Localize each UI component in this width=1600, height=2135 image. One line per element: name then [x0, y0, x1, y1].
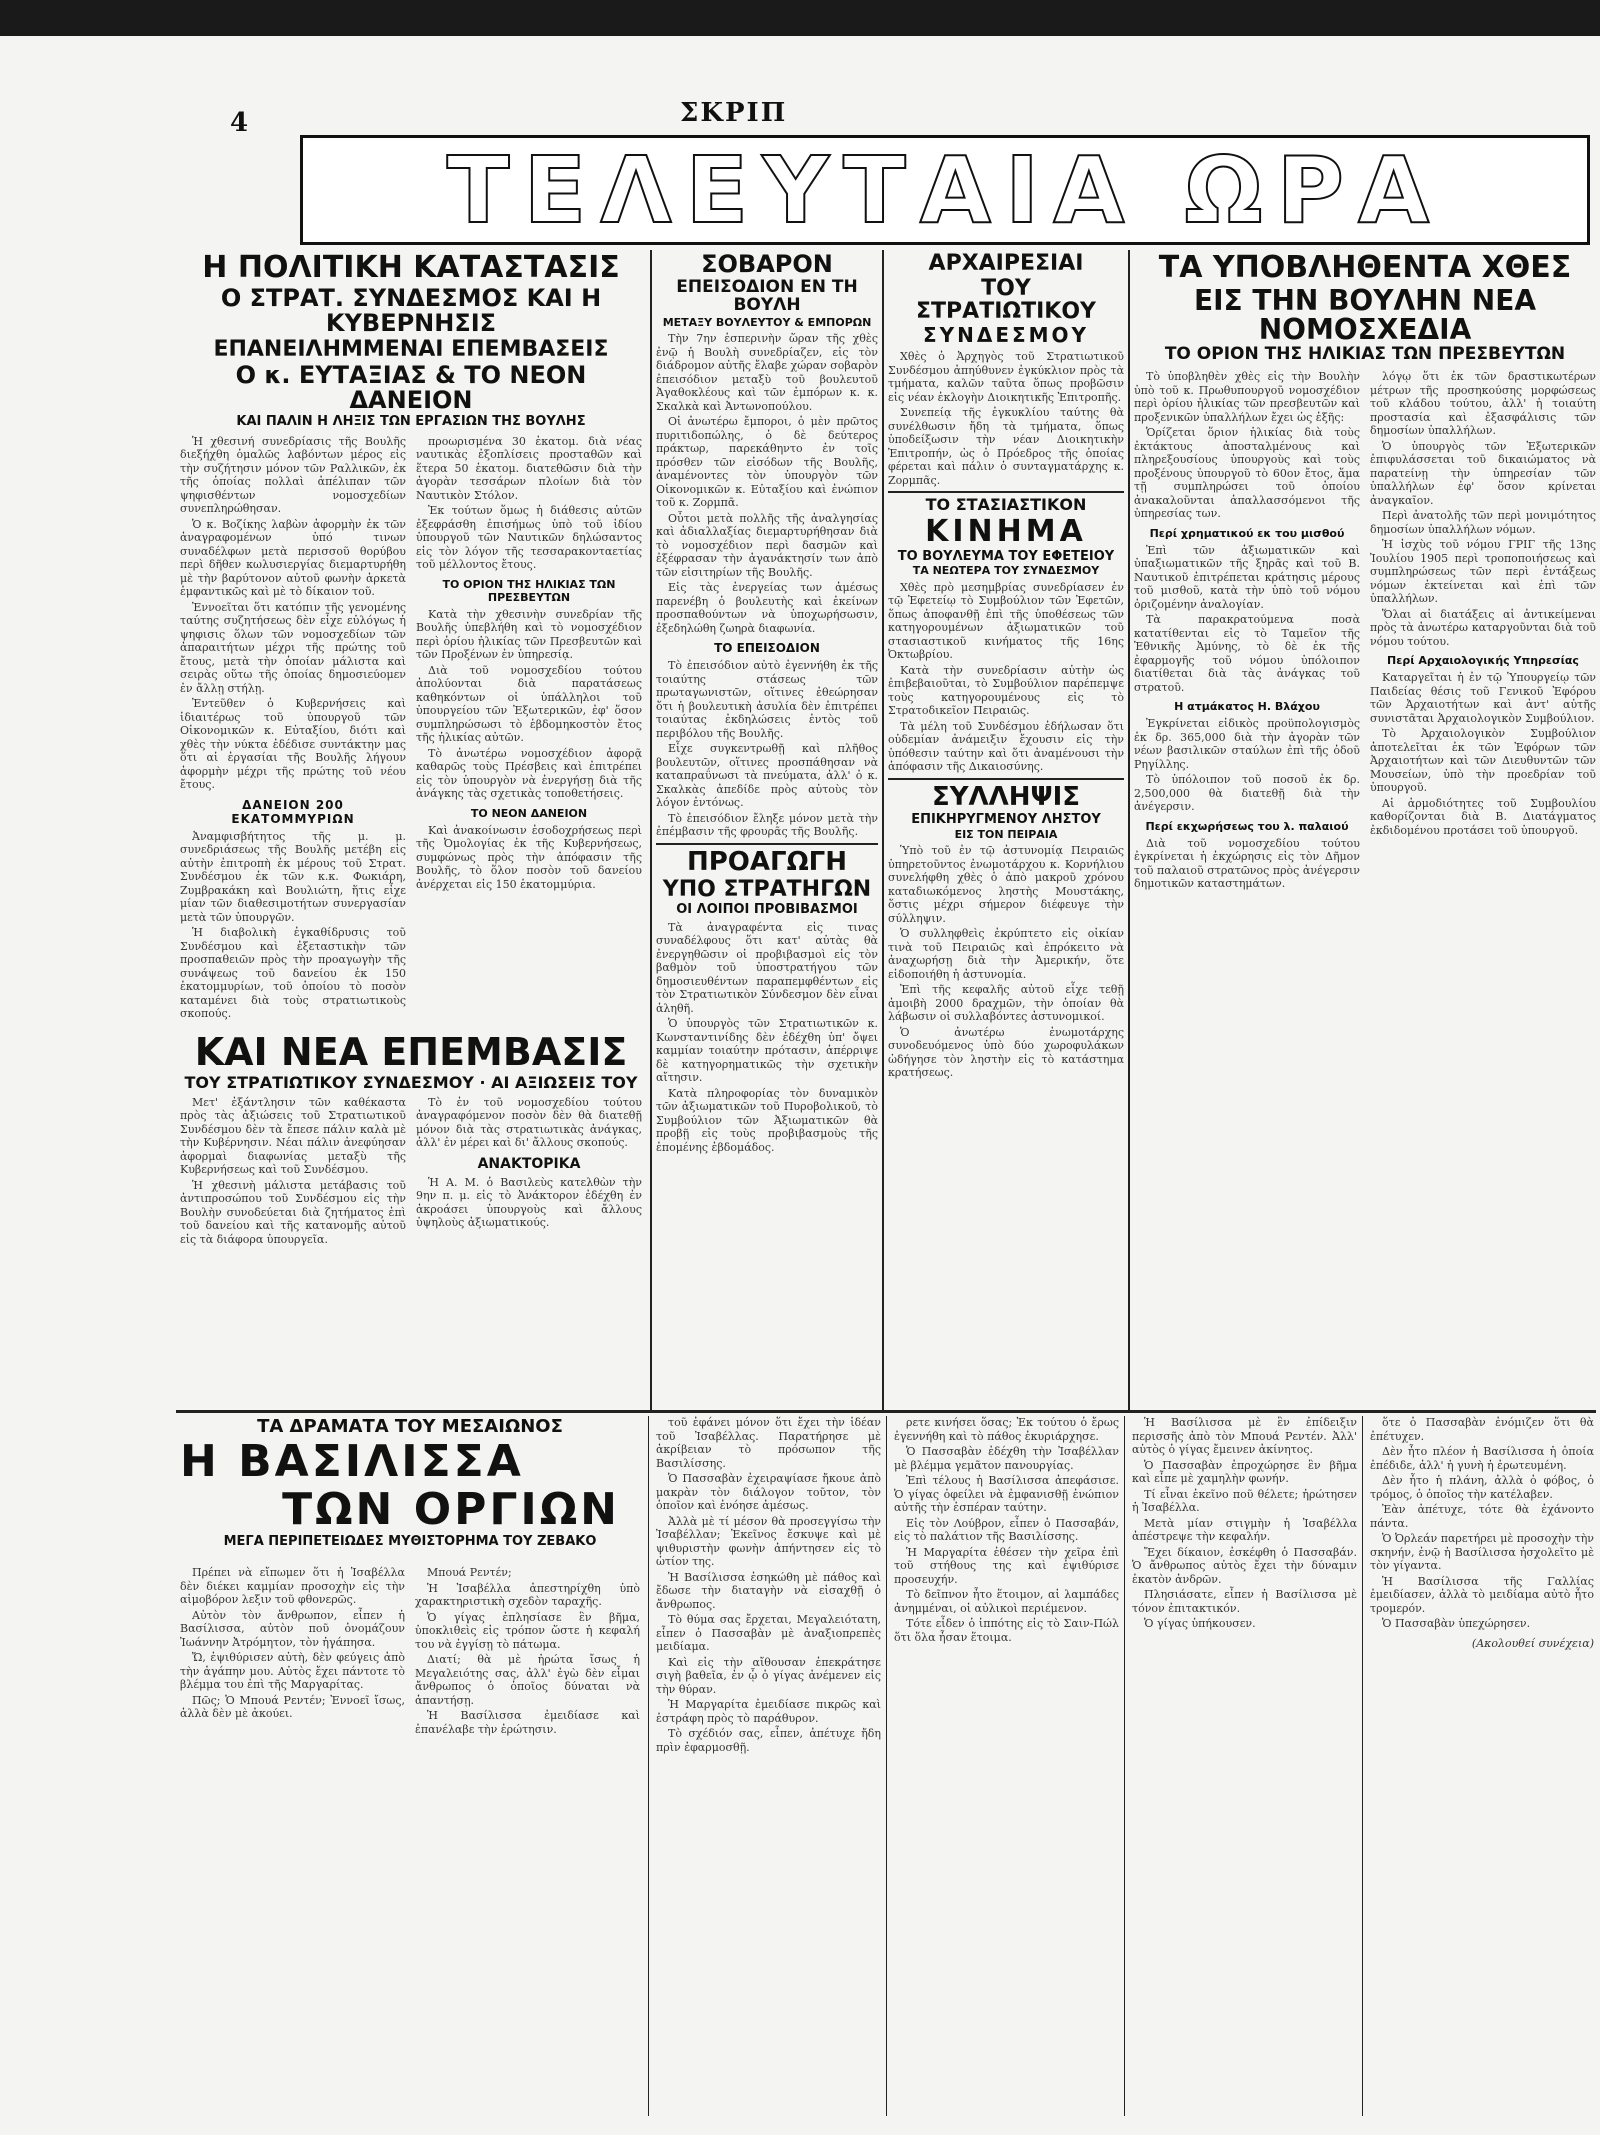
serial-subtitle: ΜΕΓΑ ΠΕΡΙΠΕΤΕΙΩΔΕΣ ΜΥΘΙΣΤΟΡΗΜΑ ΤΟΥ ΖΕΒΑΚΟ	[223, 1534, 597, 1550]
article-body: Τὴν 7ην ἑσπερινὴν ὥραν τῆς χθὲς ἐνῷ ἡ Βουλὴ συνεδρίαζεν, εἰς τὸν διάδρομον αὐτῆς ἔλαβε χώραν σοβαρὸν ἐπεισόδιον μεταξὺ τοῦ βουλευτοῦ Ἀγαθοκλέους καὶ τῶν ἐμπόρων κ. κ. Σκαλκὰ καὶ Ἀντωνοπούλου. Οἱ ἀνωτέρω ἔμποροι, ὁ μὲν πρῶτος πυριτιδοπώλης, ὁ δὲ δεύτερος πράκτωρ, παρεκάθηντο ἐν τοῖς πρόσθεν τῶν εἰσόδων τῆς Βουλῆς, ἀναμένοντες τὸν ὑπουργὸν τῶν Οἰκονομικῶν κ. Εὐταξίου καὶ ἐνώπιον τοῦ κ. Ζορμπᾶ. Οὗτοι μετὰ πολλῆς τῆς ἀναλγησίας καὶ ἀδιαλλαξίας διεμαρτυρήθησαν διὰ τὸ νομοσχέδιον περὶ δασμῶν καὶ ἐξέφρασαν τὴν ἀγανάκτησίν των ἀπὸ τῶν εἰσιτηρίων τῆς Βουλῆς. Εἰς τὰς ἐνεργείας των ἀμέσως παρενέβη ὁ βουλευτὴς καὶ ἐκείνων προσπαθούντων νὰ ὑποχωρήσωσιν, ἐξεδηλώθη ζωηρὰ διαφωνία.	[656, 332, 878, 635]
headline: ΤΟΥ ΣΤΡΑΤΙΩΤΙΚΟΥ	[916, 276, 1096, 325]
headline: ΤΟ ΣΤΑΣΙΑΣΤΙΚΟΝ	[925, 495, 1087, 515]
subheadline: ΕΠΙΚΗΡΥΓΜΕΝΟΥ ΛΗΣΤΟΥ	[911, 812, 1101, 828]
serial-text: ὅτε ὁ Πασσαβὰν ἐνόμιζεν ὅτι θὰ ἐπέτυχεν. Δὲν ἦτο πλέον ἡ Βασίλισσα ἡ ὁποία ἐπέδιδε, ἀλλ' ἡ γυνὴ ἡ ἐρωτευμένη. Δὲν ἦτο ἡ πλάνη, ἀλλὰ ὁ φόβος, ὁ τρόμος, ὁ ὁποῖος τὴν κατέλαβεν. Ἐὰν ἀπέτυχε, τότε θὰ ἐχάνοντο πάντα. Ὁ Ὀρλεάν παρετήρει μὲ προσοχὴν τὴν σκηνήν, ἐνῷ ἡ Βασίλισσα ἠσχολεῖτο μὲ τὸν γίγαντα. Ἡ Βασίλισσα τῆς Γαλλίας ἐμειδίασεν, ἀλλὰ τὸ μειδίαμα αὐτὸ ἦτο τρομερόν. Ὁ Πασσαβὰν ὑπεχώρησεν. (Ακολουθεί συνέχεια)	[1370, 1416, 1594, 1650]
column-rule	[1124, 1416, 1125, 2116]
article-body: Καταργεῖται ἡ ἐν τῷ Ὑπουργείῳ τῶν Παιδείας θέσις τοῦ Γενικοῦ Ἐφόρου τῶν Ἀρχαιοτήτων καὶ ἀντ' αὐτῆς συνιστᾶται Ἀρχαιολογικὸν Συμβούλιον. Τὸ Ἀρχαιολογικὸν Συμβούλιον ἀποτελεῖται ἐκ τῶν Ἐφόρων τῶν Ἀρχαιοτήτων καὶ τῶν Διευθυντῶν τῶν Μουσείων, ὑπὸ τὴν προεδρίαν τοῦ ὑπουργοῦ. Αἱ ἁρμοδιότητες τοῦ Συμβουλίου καθορίζονται διὰ Β. Διατάγματος ἐκδιδομένου προτάσει τοῦ ὑπουργοῦ.	[1370, 671, 1596, 837]
subheadline: ΤΑ ΝΕΩΤΕΡΑ ΤΟΥ ΣΥΝΔΕΣΜΟΥ	[912, 564, 1100, 578]
column-rule	[886, 1416, 887, 2116]
subheadline: ΤΟ ΝΕΟΝ ΔΑΝΕΙΟΝ	[470, 806, 588, 820]
headline: ΠΡΟΑΓΩΓΗ	[686, 846, 848, 877]
column-rule	[650, 250, 652, 1410]
headline: ΚΑΙ ΝΕΑ ΕΠΕΜΒΑΣΙΣ	[194, 1029, 628, 1074]
article-body: Ὑπὸ τοῦ ἐν τῷ ἀστυνομίᾳ Πειραιῶς ὑπηρετοῦντος ἐνωμοτάρχου κ. Κορνήλιου συνελήφθη χθὲς ὁ ἀπὸ μακροῦ χρόνου καταδιωκόμενος ληστὴς Μουστάκης, ὅστις μέχρι σήμερον διέφευγε τὴν σύλληψιν. Ὁ συλληφθεὶς ἐκρύπτετο εἰς οἰκίαν τινὰ τοῦ Πειραιῶς καὶ ἐπρόκειτο νὰ ἀναχωρήσῃ διὰ τὴν Ἀμερικήν, ὅτε εἰδοποιήθη ἡ ἀστυνομία. Ἐπὶ τῆς κεφαλῆς αὐτοῦ εἶχε τεθῇ ἀμοιβὴ 2000 δραχμῶν, τὴν ὁποίαν θὰ λάβωσιν οἱ συλλαβόντες ἀστυνομικοί. Ὁ ἀνωτέρω ἐνωμοτάρχης συνοδευόμενος ὑπὸ δύο χωροφυλάκων ὡδήγησε τὸν ληστὴν εἰς τὸ κατάστημα κρατήσεως.	[888, 844, 1124, 1080]
column-rule	[882, 250, 884, 1410]
subheadline: ΤΟ ΒΟΥΛΕΥΜΑ ΤΟΥ ΕΦΕΤΕΙΟΥ	[897, 548, 1115, 564]
section-rule	[176, 1410, 1596, 1413]
subheadline: ΤΟΥ ΣΤΡΑΤΙΩΤΙΚΟΥ ΣΥΝΔΕΣΜΟΥ · ΑΙ ΑΞΙΩΣΕΙΣ ΤΟΥ	[184, 1072, 638, 1092]
column-rule	[648, 1416, 649, 2116]
subheadline: Περί εκχωρήσεως του λ. παλαιού	[1145, 819, 1349, 833]
headline: ΣΟΒΑΡΟΝ	[701, 250, 833, 278]
subheadline: ΕΙΣ ΤΟΝ ΠΕΙΡΑΙΑ	[954, 827, 1058, 841]
serial-title: Η ΒΑΣΙΛΙΣΣΑ	[180, 1435, 524, 1487]
article-parliament-incident	[656, 250, 878, 1405]
text-column	[180, 1096, 406, 1249]
page-number: 4	[230, 108, 249, 138]
headline: ΕΠΑΝΕΙΛΗΜΜΕΝΑΙ ΕΠΕΜΒΑΣΕΙΣ	[213, 336, 609, 362]
article-body: Χθὲς πρὸ μεσημβρίας συνεδρίασεν ἐν τῷ Ἐφετείῳ τὸ Συμβούλιον τῶν Ἐφετῶν, ὅπως ἀποφανθῇ ἐπὶ τῆς ὑποθέσεως τῶν κατηγορουμένων ἀξιωματικῶν τοῦ στασιαστικοῦ κινήματος τῆς 16ης Ὀκτωβρίου. Κατὰ τὴν συνεδρίασιν αὐτὴν ὡς ἐπιβεβαιοῦται, τὸ Συμβούλιον παρέπεμψε τοὺς κατηγορουμένους εἰς τὸ Στρατοδικεῖον Πειραιῶς. Τὰ μέλη τοῦ Συνδέσμου ἐδήλωσαν ὅτι οὐδεμίαν ἀνάμειξιν ἔχουσιν εἰς τὴν ὑπόθεσιν ταύτην καὶ ὅτι ἀναμένουσι τὴν ἀπόφασιν τῆς Δικαιοσύνης.	[888, 580, 1124, 774]
text-column	[180, 435, 406, 1023]
serial-text: Ἡ Βασίλισσα μὲ ἓν ἐπίδειξιν περισσῆς ἀπὸ τὸν Μπουά Ρεντέν. Ἀλλ' αὐτὸς ὁ γίγας ἔμεινεν ἀκίνητος. Ὁ Πασσαβὰν ἐπροχώρησε ἓν βῆμα καὶ εἶπε μὲ χαμηλὴν φωνήν. Τί εἶναι ἐκεῖνο ποῦ θέλετε; ἠρώτησεν ἡ Ἰσαβέλλα. Μετὰ μίαν στιγμὴν ἡ Ἰσαβέλλα ἀπέστρεψε τὴν κεφαλήν. Ἔχει δίκαιον, ἐσκέφθη ὁ Πασσαβάν. Ὁ ἄνθρωπος αὐτὸς ἔχει τὴν δύναμιν ἑκατὸν ἀνδρῶν. Πλησιάσατε, εἶπεν ἡ Βασίλισσα μὲ τόνον ἐπιτακτικόν. Ὁ γίγας ὑπήκουσεν.	[1132, 1416, 1357, 1630]
headline: ΣΥΝΔΕΣΜΟΥ	[922, 323, 1090, 348]
serial-text: Πρέπει νὰ εἴπωμεν ὅτι ἡ Ἰσαβέλλα δὲν διέκει καμμίαν προσοχὴν εἰς τὴν αἱμοβόρον λεξιν τοῦ φθονερῶς. Αὐτὸν τὸν ἄνθρωπον, εἶπεν ἡ Βασίλισσα, αὐτὸν ποῦ ὀνομάζουν Ἰωάννην Ἀτρόμητον, τὸν ἠγάπησα. Ὤ, ἐψιθύρισεν αὐτὴ, δὲν φεύγεις ἀπὸ τὴν ἀγάπην μου. Αὐτὸς ἔχει πάντοτε τὸ βλέμμα του ἐπὶ τῆς Μαργαρίτας. Πῶς; Ὁ Μπουά Ρεντέν; Ἐννοεῖ ἴσως, ἀλλὰ δὲν μὲ ἀκούει.	[180, 1566, 405, 1720]
subheadline: ΑΝΑΚΤΟΡΙΚΑ	[477, 1155, 581, 1172]
subheadline: ΔΑΝΕΙΟΝ 200 ΕΚΑΤΟΜΜΥΡΙΩΝ	[231, 797, 355, 826]
article-new-bills	[1134, 250, 1596, 1405]
top-scan-band	[0, 0, 1600, 36]
headline: ΚΙΝΗΜΑ	[925, 514, 1087, 550]
divider	[888, 491, 1124, 493]
subheadline: Περί χρηματικού εκ του μισθού	[1149, 526, 1345, 540]
subheadline: ΤΟ ΟΡΙΟΝ ΤΗΣ ΗΛΙΚΙΑΣ ΤΩΝ ΠΡΕΣΒΕΥΤΩΝ	[442, 577, 616, 604]
headline: ΥΠΟ ΣΤΡΑΤΗΓΩΝ	[662, 877, 872, 903]
text-column	[416, 1096, 642, 1249]
article-body: Κατὰ τὴν χθεσινὴν συνεδρίαν τῆς Βουλῆς ὑπεβλήθη καὶ τὸ νομοσχέδιον περὶ ὁρίου ἡλικίας τῶν Πρεσβευτῶν καὶ τῶν Προξένων ἐν ὑπηρεσίᾳ. Διὰ τοῦ νομοσχεδίου τούτου ἀπολύονται διὰ παρατάσεως καθηκόντων οἱ ὑπάλληλοι τοῦ ὑπουργείου τῶν Ἐξωτερικῶν, ἐφ' ὅσον συμπληρώσωσι τὸ ἑβδομηκοστὸν ἔτος τῆς ἡλικίας αὐτῶν. Τὸ ἀνωτέρω νομοσχέδιον ἀφορᾷ καθαρῶς τοὺς Πρέσβεις καὶ ἐπιτρέπει εἰς τὸν ὑπουργὸν νὰ ἐνεργήσῃ διὰ τῆς ἀνάγκης τὰς σχετικὰς τοποθετήσεις.	[416, 607, 642, 801]
serial-title: ΤΩΝ ΟΡΓΙΩΝ	[282, 1484, 620, 1536]
article-body: Ἐγκρίνεται εἰδικὸς προϋπολογισμὸς ἐκ δρ. 365,000 διὰ τὴν ἀγορὰν τῶν νέων βασιλικῶν σταύλων ἐπὶ τῆς ὁδοῦ Ρηγίλλης. Τὸ ὑπόλοιπον τοῦ ποσοῦ ἐκ δρ. 2,500,000 θὰ διατεθῇ διὰ τὴν ἀνέγερσιν.	[1134, 717, 1360, 814]
serial-continued: (Ακολουθεί συνέχεια)	[1471, 1636, 1594, 1650]
subheadline: ΤΟ ΕΠΕΙΣΟΔΙΟΝ	[714, 641, 820, 656]
article-body: Μετ' ἐξάντλησιν τῶν καθέκαστα πρὸς τὰς ἀξιώσεις τοῦ Στρατιωτικοῦ Συνδέσμου δὲν τὰ ἔπεσε πάλιν καλὰ μὲ τὴν Κυβέρνησιν. Νέαι πάλιν ἀνεφύησαν ἀφορμαὶ διαφωνίας μεταξὺ τῆς Κυβερνήσεως καὶ τοῦ Συνδέσμου. Ἡ χθεσινὴ μάλιστα μετάβασις τοῦ ἀντιπροσώπου τοῦ Συνδέσμου εἰς τὴν Βουλὴν συνοδεύεται διὰ ζητήματος ἐπὶ τοῦ δανείου καὶ τῆς κατανομῆς αὐτοῦ εἰς τὰ διάφορα ὑπουργεῖα.	[180, 1095, 406, 1246]
serial-text: τοῦ ἐφάνει μόνον ὅτι ἔχει τὴν ἰδέαν τοῦ Ἰσαβέλλας. Παρατήρησε μὲ ἀκρίβειαν τὸ πρόσωπον τῆς Βασιλίσσης. Ὁ Πασσαβὰν ἐχειραψίασε ἤκουε ἀπὸ μακρὰν τὸν διάλογον τοῦτον, τὸν ὁποῖον καὶ ἐνόησε ἀμέσως. Ἀλλὰ μὲ τί μέσον θὰ προσεγγίσω τὴν Ἰσαβέλλαν; Ἐκεῖνος ἔσκυψε καὶ μὲ ψιθυριστὴν φωνὴν ἀπήντησεν εἰς τὸ ὠτίον της. Ἡ Βασίλισσα ἐσηκώθη μὲ πάθος καὶ ἔδωσε τὴν διαταγὴν νὰ εἰσαχθῇ ὁ ἄνθρωπος. Τὸ θύμα σας ἔρχεται, Μεγαλειότατη, εἶπεν ὁ Πασσαβὰν μὲ ἀναξιοπρεπὲς μειδίαμα. Καὶ εἰς τὴν αἴθουσαν ἐπεκράτησε σιγὴ βαθεῖα, ἐν ᾧ ὁ γίγας ἀνέμενεν εἰς τὴν θύραν. Ἡ Μαργαρίτα ἐμειδίασε πικρῶς καὶ ἐστράφη πρὸς τὸ παράθυρον. Τὸ σχέδιόν σας, εἶπεν, ἀπέτυχε ἤδη πρὶν ἐφαρμοσθῇ.	[656, 1416, 881, 1754]
serial-text: ρετε κινήσει ὅσας; Ἐκ τούτου ὁ ἔρως ἐγεννήθη καὶ τὸ πάθος ἐκυριάρχησε. Ὁ Πασσαβὰν ἐδέχθη τὴν Ἰσαβέλλαν μὲ βλέμμα γεμᾶτον πανουργίας. Ἐπὶ τέλους ἡ Βασίλισσα ἀπεφάσισε. Ὁ γίγας ὀφείλει νὰ ἐμφανισθῇ ἐνώπιον αὐτῆς τὴν ἑσπέραν ταύτην. Εἰς τὸν Λούβρον, εἶπεν ὁ Πασσαβάν, εἰς τὸ παλάτιον τῆς Βασιλίσσης. Ἡ Μαργαρίτα ἐθέσεν τὴν χεῖρα ἐπὶ τοῦ στήθους της καὶ ἐψιθύρισε προσευχήν. Τὸ δεῖπνον ἦτο ἕτοιμον, αἱ λαμπάδες ἀνημμέναι, οἱ αὐλικοὶ περιέμενον. Τότε εἶδεν ὁ ἱππότης εἰς τὸ Σαιν-Πώλ ὅτι ὅλα ἦσαν ἕτοιμα.	[894, 1416, 1119, 1644]
article-body: Χθὲς ὁ Ἀρχηγὸς τοῦ Στρατιωτικοῦ Συνδέσμου ἀπηύθυνεν ἐγκύκλιον πρὸς τὰ τμήματα, καλῶν ταῦτα ὅπως προβῶσιν εἰς νέαν ἐκλογὴν Διοικητικῆς Ἐπιτροπῆς. Συνεπείᾳ τῆς ἐγκυκλίου ταύτης θὰ συνέλθωσιν ἤδη τὰ τμήματα, ὅπως ὑποδείξωσιν τὴν νέαν Διοικητικὴν Ἐπιτροπήν, ὡς ὁ Πρόεδρος τῆς ὁποίας φέρεται καὶ πάλιν ὁ συνταγματάρχης κ. Ζορμπᾶς.	[888, 350, 1124, 487]
article-body: Διὰ τοῦ νομοσχεδίου τούτου ἐγκρίνεται ἡ ἐκχώρησις εἰς τὸν Δῆμον τοῦ παλαιοῦ στρατῶνος πρὸς ἀνέγερσιν δημοτικῶν καταστημάτων.	[1134, 836, 1360, 891]
headline: Ο κ. ΕΥΤΑΞΙΑΣ & ΤΟ ΝΕΟΝ ΔΑΝΕΙΟΝ	[235, 360, 587, 415]
section-banner	[300, 135, 1590, 245]
subheadline: ΟΙ ΛΟΙΠΟΙ ΠΡΟΒΙΒΑΣΜΟΙ	[676, 902, 858, 918]
headline: ΕΙΣ ΤΗΝ ΒΟΥΛΗΝ ΝΕΑ ΝΟΜΟΣΧΕΔΙΑ	[1193, 283, 1537, 346]
headline: ΑΡΧΑΙΡΕΣΙΑΙ	[928, 251, 1084, 276]
serial-text: Μπουά Ρεντέν; Ἡ Ἰσαβέλλα ἀπεστηρίχθη ὑπὸ χαρακτηριστικὴ σχεδὸν ταραχῆς. Ὁ γίγας ἐπλησίασε ἓν βῆμα, ὑποκλιθεὶς εἰς τρόπον ὥστε ἡ κεφαλή του νὰ ἐγγίσῃ τὸ πάτωμα. Διατί; θὰ μὲ ἠρώτα ἴσως ἡ Μεγαλειότης σας, ἀλλ' ἐγὼ δὲν εἶμαι ἄνθρωπος ὁ ὁποῖος δύναται νὰ ἀπαντήσῃ. Ἡ Βασίλισσα ἐμειδίασε καὶ ἐπανέλαβε τὴν ἐρώτησιν.	[415, 1566, 640, 1736]
headline: ΕΠΕΙΣΟΔΙΟΝ ΕΝ ΤΗ ΒΟΥΛΗ	[676, 277, 858, 316]
headline: ΤΑ ΥΠΟΒΛΗΘΕΝΤΑ ΧΘΕΣ	[1158, 250, 1572, 285]
text-column	[1370, 370, 1596, 893]
subheadline: ΤΟ ΟΡΙΟΝ ΤΗΣ ΗΛΙΚΙΑΣ ΤΩΝ ΠΡΕΣΒΕΥΤΩΝ	[1164, 344, 1566, 365]
article-body: Ἐπὶ τῶν ἀξιωματικῶν καὶ ὑπαξιωματικῶν τῆς ξηρᾶς καὶ τοῦ Β. Ναυτικοῦ ἐπιτρέπεται κράτησις μέρους τοῦ μισθοῦ, κατὰ τὴν ὑπὸ τοῦ νόμου ὁριζομένην ἀναλογίαν. Τὰ παρακρατούμενα ποσὰ κατατίθενται εἰς τὸ Ταμεῖον τῆς Ἐθνικῆς Ἀμύνης, τὸ δὲ ἐκ τῆς ἐφαρμογῆς τοῦ νόμου ὑπόλοιπον διατίθεται διὰ τὰς ἀνάγκας τοῦ στρατοῦ.	[1134, 543, 1360, 694]
subheadline: Περί Αρχαιολογικής Υπηρεσίας	[1387, 654, 1579, 668]
article-body: Τὸ ἐν τοῦ νομοσχεδίου τούτου ἀναγραφόμενον ποσὸν δὲν θὰ διατεθῇ μόνον διὰ τὰς στρατιωτικὰς ἀνάγκας, ἀλλ' ἐν μέρει καὶ δι' ἄλλους σκοπούς.	[416, 1095, 642, 1150]
banner-title: ΤΕΛΕΥΤΑΙΑ ΩΡΑ	[446, 136, 1444, 244]
serial-kicker: ΤΑ ΔΡΑΜΑΤΑ ΤΟΥ ΜΕΣΑΙΩΝΟΣ	[257, 1416, 563, 1437]
article-body: Καὶ ἀνακοίνωσιν ἐσοδοχρήσεως περὶ τῆς Ὀμολογίας ἐκ τῆς Κυβερνήσεως, συμφώνως πρὸς τὴν ἀπόφασιν τῆς Βουλῆς, τὸ ὅλον ποσὸν τοῦ δανείου ἀνέρχεται εἰς 150 ἑκατομμύρια.	[416, 823, 642, 891]
subheadline: Η ατμάκατος Η. Βλάχου	[1174, 700, 1320, 714]
text-column	[1134, 370, 1360, 893]
article-body: Ἡ Α. Μ. ὁ Βασιλεὺς κατελθὼν τὴν 9ην π. μ. εἰς τὸ Ἀνάκτορον ἐδέχθη ἐν ἀκροάσει ὑπουργοὺς καὶ ἄλλους ὑψηλοὺς ἀξιωματικούς.	[416, 1175, 642, 1230]
divider	[656, 843, 878, 845]
masthead: ΣΚΡΙΠ	[680, 98, 788, 128]
article-body: Τὸ ἐπεισόδιον αὐτὸ ἐγεννήθη ἐκ τῆς τοιαύτης στάσεως τῶν πρωταγωνιστῶν, οἵτινες ἐθεώρησαν ὅτι ἡ βουλευτικὴ ἀσυλία δὲν ἐπιτρέπει τοιαύτας ἐκδηλώσεις ἐντὸς τοῦ περιβόλου τῆς Βουλῆς. Εἶχε συγκεντρωθῇ καὶ πλῆθος βουλευτῶν, οἵτινες προσπάθησαν νὰ καταπραΰνωσι τὰ πνεύματα, ἀλλ' ὁ κ. Σκαλκὰς ἀπεδίδε πρὸς αὐτοὺς τὸν λόγον ἐντόνως. Τὸ ἐπεισόδιον ἔληξε μόνον μετὰ τὴν ἐπέμβασιν τῆς φρουρᾶς τῆς Βουλῆς.	[656, 659, 878, 839]
subheadline: ΜΕΤΑΞΥ ΒΟΥΛΕΥΤΟΥ & ΕΜΠΟΡΩΝ	[662, 315, 872, 329]
article-body: Ἀναμφισβήτητος τῆς μ. μ. συνεδριάσεως τῆς Βουλῆς μετέβη εἰς αὐτὴν ἐπιτροπὴ ἐκ μέρους τοῦ Στρατ. Συνδέσμου ἐκ τῶν κ.κ. Φωκιάρη, Ζυμβρακάκη καὶ Βουλιώτη, ἥτις εἶχε μίαν τῶν διαθεσιμοτήτων συνεργασίαν μετὰ τῶν ὑπουργῶν. Ἡ διαβολικὴ ἐγκαθίδρυσις τοῦ Συνδέσμου καὶ ἐξεταστικὴν τῶν προσπαθειῶν πρὸς τὴν προαγωγὴν τῆς συνάψεως τοῦ δανείου ἐκ 150 ἑκατομμυρίων, τοῦ ὁποίου τὸ ποσὸν καταμένει διὰ τοὺς στρατιωτικοὺς σκοπούς.	[180, 829, 406, 1021]
article-elections-military-league	[888, 250, 1124, 1405]
serial-novel	[180, 1416, 1596, 2131]
article-political-situation	[180, 250, 642, 1405]
column-rule	[1128, 250, 1130, 1410]
subheadline: ΚΑΙ ΠΑΛΙΝ Η ΛΗΞΙΣ ΤΩΝ ΕΡΓΑΣΙΩΝ ΤΗΣ ΒΟΥΛΗΣ	[236, 414, 586, 430]
column-rule	[1362, 1416, 1363, 2116]
headline: ΣΥΛΛΗΨΙΣ	[931, 781, 1081, 812]
text-column	[416, 435, 642, 1023]
divider	[888, 778, 1124, 780]
article-body: λόγῳ ὅτι ἐκ τῶν δραστικωτέρων μέτρων τῆς προσηκούσης μορφώσεως τοῦ κλάδου τούτου, ἀλλ' ἡ τοιαύτη προστασία καὶ ἐξασφάλισις τῶν δημοσίων ὑπαλλήλων. Ὁ ὑπουργὸς τῶν Ἐξωτερικῶν ἐπιφυλάσσεται τοῦ δικαιώματος νὰ παρατείνῃ τὴν ὑπηρεσίαν τῶν ὑπαλλήλων ἐφ' ὅσον κρίνεται ἀναγκαῖον. Περὶ ἀνατολῆς τῶν περὶ μονιμότητος δημοσίων ὑπαλλήλων νόμων. Ἡ ἰσχὺς τοῦ νόμου ΓΡΙΓ τῆς 13ης Ἰουλίου 1905 περὶ τροποποιήσεως καὶ συμπληρώσεως τῶν περὶ ἐντάξεως νόμων ἐκτείνεται καὶ ἐπὶ τῶν ὑπαλλήλων. Ὅλαι αἱ διατάξεις αἱ ἀντικείμεναι πρὸς τὰ ἀνωτέρω καταργοῦνται διὰ τοῦ νόμου τούτου.	[1370, 370, 1596, 648]
article-body: Ἡ χθεσινή συνεδρίασις τῆς Βουλῆς διεξήχθη ὁμαλῶς λαβόντων μέρος εἰς τὴν συζήτησιν μόνον τῶν Ραλλικῶν, ἐκ τῆς ὁποίας πολλαὶ ἀπέλιπαν τῶν ψηφισθέντων νομοσχεδίων συνεπληρώθησαν. Ὁ κ. Βοζίκης λαβὼν ἀφορμὴν ἐκ τῶν ἀναγραφομένων ὑπό τινων συναδέλφων μετὰ περισσοῦ θορύβου περὶ δῆθεν κωλυσιεργίας διεμαρτυρήθη μὲ τὴν βαρύτονον αὐτοῦ φωνὴν ἀρκετὰ ἐμφαντικῶς καὶ μὲ τὸ δίκαιον τοῦ. Ἐννοεῖται ὅτι κατόπιν τῆς γενομένης ταύτης συζητήσεως δὲν εἶχε εὐλόγως ἡ ψηφισις ὅλων τῶν νομοσχεδίων τῶν ἀπαραιτήτων μέχρι τῆς πρώτης τοῦ ἔτους, μετὰ τὴν ὁποίαν μάλιστα καὶ σειρὰς οὕτω τῆς ὁποίας δημοσιεύομεν ἐν ἄλλῃ στήλῃ. Ἐντεῦθεν ὁ Κυβερνήσεις καὶ ἰδιαιτέρως τοῦ ὑπουργοῦ τῶν Οἰκονομικῶν κ. Εὐταξίου, διότι καὶ χθὲς τὴν νύκτα ἐδέδισε συντάκτην μας ὅτι αἱ ἐργασίαι τῆς Βουλῆς λήγουν ἀφορμὴν μέχρι τῆς πρώτης τοῦ νέου ἔτους.	[180, 434, 406, 792]
headline: Η ΠΟΛΙΤΙΚΗ ΚΑΤΑΣΤΑΣΙΣ	[202, 250, 620, 285]
headline: Ο ΣΤΡΑΤ. ΣΥΝΔΕΣΜΟΣ ΚΑΙ Η ΚΥΒΕΡΝΗΣΙΣ	[220, 283, 602, 337]
article-body: Τὰ ἀναγραφέντα εἰς τινας συναδέλφους ὅτι κατ' αὐτὰς θὰ ἐνεργηθῶσιν οἱ προβιβασμοὶ εἰς τὸν βαθμὸν τοῦ ὑποστρατήγου τῶν δημοσιευθέντων παραπεμφθέντων εἰς τὸν Στρατιωτικὸν Σύνδεσμον δὲν εἶναι ἀληθῆ. Ὁ ὑπουργὸς τῶν Στρατιωτικῶν κ. Κωνσταντινίδης δὲν ἐδέχθη ὑπ' ὄψει καμμίαν τοιαύτην πρότασιν, ἀπέρριψε δὲ κατηγορηματικῶς τὴν σχετικὴν αἴτησιν. Κατὰ πληροφορίας τὸν δυναμικὸν τῶν ἀξιωματικῶν τοῦ Πυροβολικοῦ, τὸ Συμβούλιον τῶν Ἀξιωματικῶν θὰ προβῇ εἰς τοὺς προβιβασμοὺς τῆς ἑπομένης ἑβδομάδος.	[656, 920, 878, 1154]
article-body: Τὸ ὑποβληθὲν χθὲς εἰς τὴν Βουλὴν ὑπὸ τοῦ κ. Πρωθυπουργοῦ νομοσχέδιον περὶ ὁρίου ἡλικίας τῶν πρεσβευτῶν καὶ προξενικῶν ὑπαλλήλων ἔχει ὡς ἑξῆς: Ὁρίζεται ὅριον ἡλικίας διὰ τοὺς ἐκτάκτους ἀποσταλμένους καὶ πληρεξουσίους ὑπουργοὺς καὶ τοὺς προξένους ὑπουργοῦ τὸ 60ον ἔτος, ἅμα τῇ συμπληρώσει τοῦ ὁποίου ἀνακαλοῦνται ἀπαλλασσόμενοι τῆς ὑπηρεσίας των.	[1134, 370, 1360, 521]
article-body: προωρισμένα 30 ἑκατομ. διὰ νέας ναυτικὰς ἐξοπλίσεις προσταθῶν καὶ ἕτερα 50 ἑκατομ. διατεθῶσιν διὰ τὴν ἀγορὰν τεσσάρων πλοίων διὰ τὸν Ναυτικὸν Στόλον. Ἐκ τούτων ὅμως ἡ διάθεσις αὐτῶν ἐξεφράσθη ἐπισήμως ὑπὸ τοῦ ἰδίου ὑπουργοῦ τῶν Ναυτικῶν δηλώσαντος εἰς τὸν λόγον τῆς τεσσαρακονταετίας τοῦ μέλλοντος ἔτους.	[416, 434, 642, 572]
